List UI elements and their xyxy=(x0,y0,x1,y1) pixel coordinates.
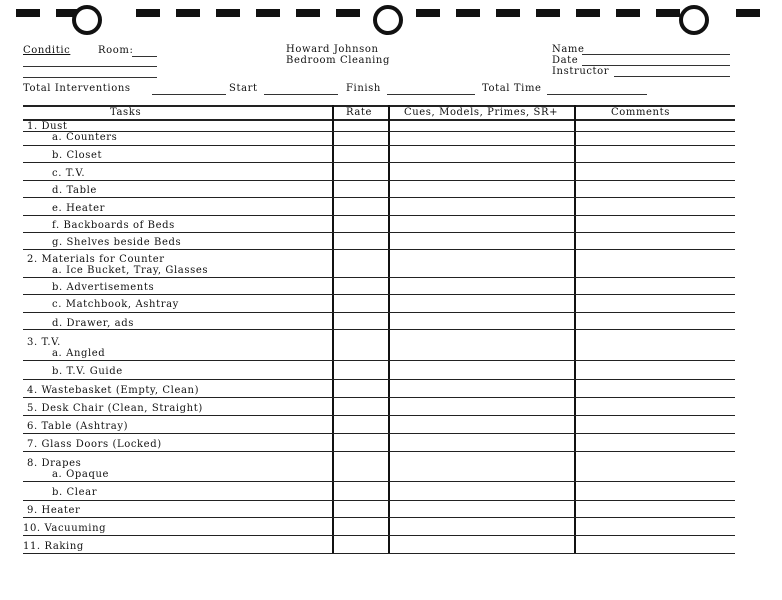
task-row: d. Drawer, ads xyxy=(52,318,134,329)
room-label: Room: xyxy=(98,45,134,56)
task-row: 6. Table (Ashtray) xyxy=(27,421,129,432)
total-time-label: Total Time xyxy=(482,83,542,94)
task-row: b. Closet xyxy=(52,150,103,161)
instructor-field[interactable] xyxy=(614,76,730,77)
task-row: e. Heater xyxy=(52,203,105,214)
title-line-2: Bedroom Cleaning xyxy=(286,55,390,66)
condition-line[interactable] xyxy=(23,77,157,78)
binder-hole-icon xyxy=(72,5,102,35)
start-label: Start xyxy=(229,83,258,94)
binder-hole-icon xyxy=(679,5,709,35)
finish-field[interactable] xyxy=(387,94,475,95)
total-interventions-field[interactable] xyxy=(152,94,226,95)
name-field[interactable] xyxy=(582,54,730,55)
task-row: 10. Vacuuming xyxy=(23,523,107,534)
date-label: Date xyxy=(552,55,579,66)
task-row: 2. Materials for Counter xyxy=(27,254,165,265)
title-line-1: Howard Johnson xyxy=(286,44,379,55)
task-row: b. T.V. Guide xyxy=(52,366,123,377)
task-row: 3. T.V. xyxy=(27,337,61,348)
task-row: 8. Drapes xyxy=(27,458,82,469)
total-interventions-label: Total Interventions xyxy=(23,83,131,94)
instructor-label: Instructor xyxy=(552,66,610,77)
task-row: 1. Dust xyxy=(27,121,68,132)
task-row: 4. Wastebasket (Empty, Clean) xyxy=(27,385,200,396)
column-header-tasks: Tasks xyxy=(110,107,142,118)
binder-hole-icon xyxy=(373,5,403,35)
task-row: b. Clear xyxy=(52,487,98,498)
finish-label: Finish xyxy=(346,83,381,94)
total-time-field[interactable] xyxy=(547,94,647,95)
task-row: 7. Glass Doors (Locked) xyxy=(27,439,162,450)
task-row: b. Advertisements xyxy=(52,282,155,293)
column-header-comments: Comments xyxy=(611,107,670,118)
task-row: 11. Raking xyxy=(23,541,84,552)
task-row: a. Counters xyxy=(52,132,118,143)
task-row: 9. Heater xyxy=(27,505,81,516)
task-row: c. T.V. xyxy=(52,168,86,179)
name-label: Name xyxy=(552,44,585,55)
task-row: d. Table xyxy=(52,185,97,196)
condition-label: Conditic xyxy=(23,45,71,56)
column-header-rate: Rate xyxy=(346,107,373,118)
condition-line[interactable] xyxy=(23,66,157,67)
task-row: g. Shelves beside Beds xyxy=(52,237,182,248)
start-field[interactable] xyxy=(264,94,338,95)
task-row: 5. Desk Chair (Clean, Straight) xyxy=(27,403,203,414)
task-row: a. Ice Bucket, Tray, Glasses xyxy=(52,265,209,276)
task-row: a. Opaque xyxy=(52,469,110,480)
task-row: f. Backboards of Beds xyxy=(52,220,175,231)
column-header-cues: Cues, Models, Primes, SR+ xyxy=(404,107,559,118)
task-row: a. Angled xyxy=(52,348,106,359)
task-row: c. Matchbook, Ashtray xyxy=(52,299,179,310)
